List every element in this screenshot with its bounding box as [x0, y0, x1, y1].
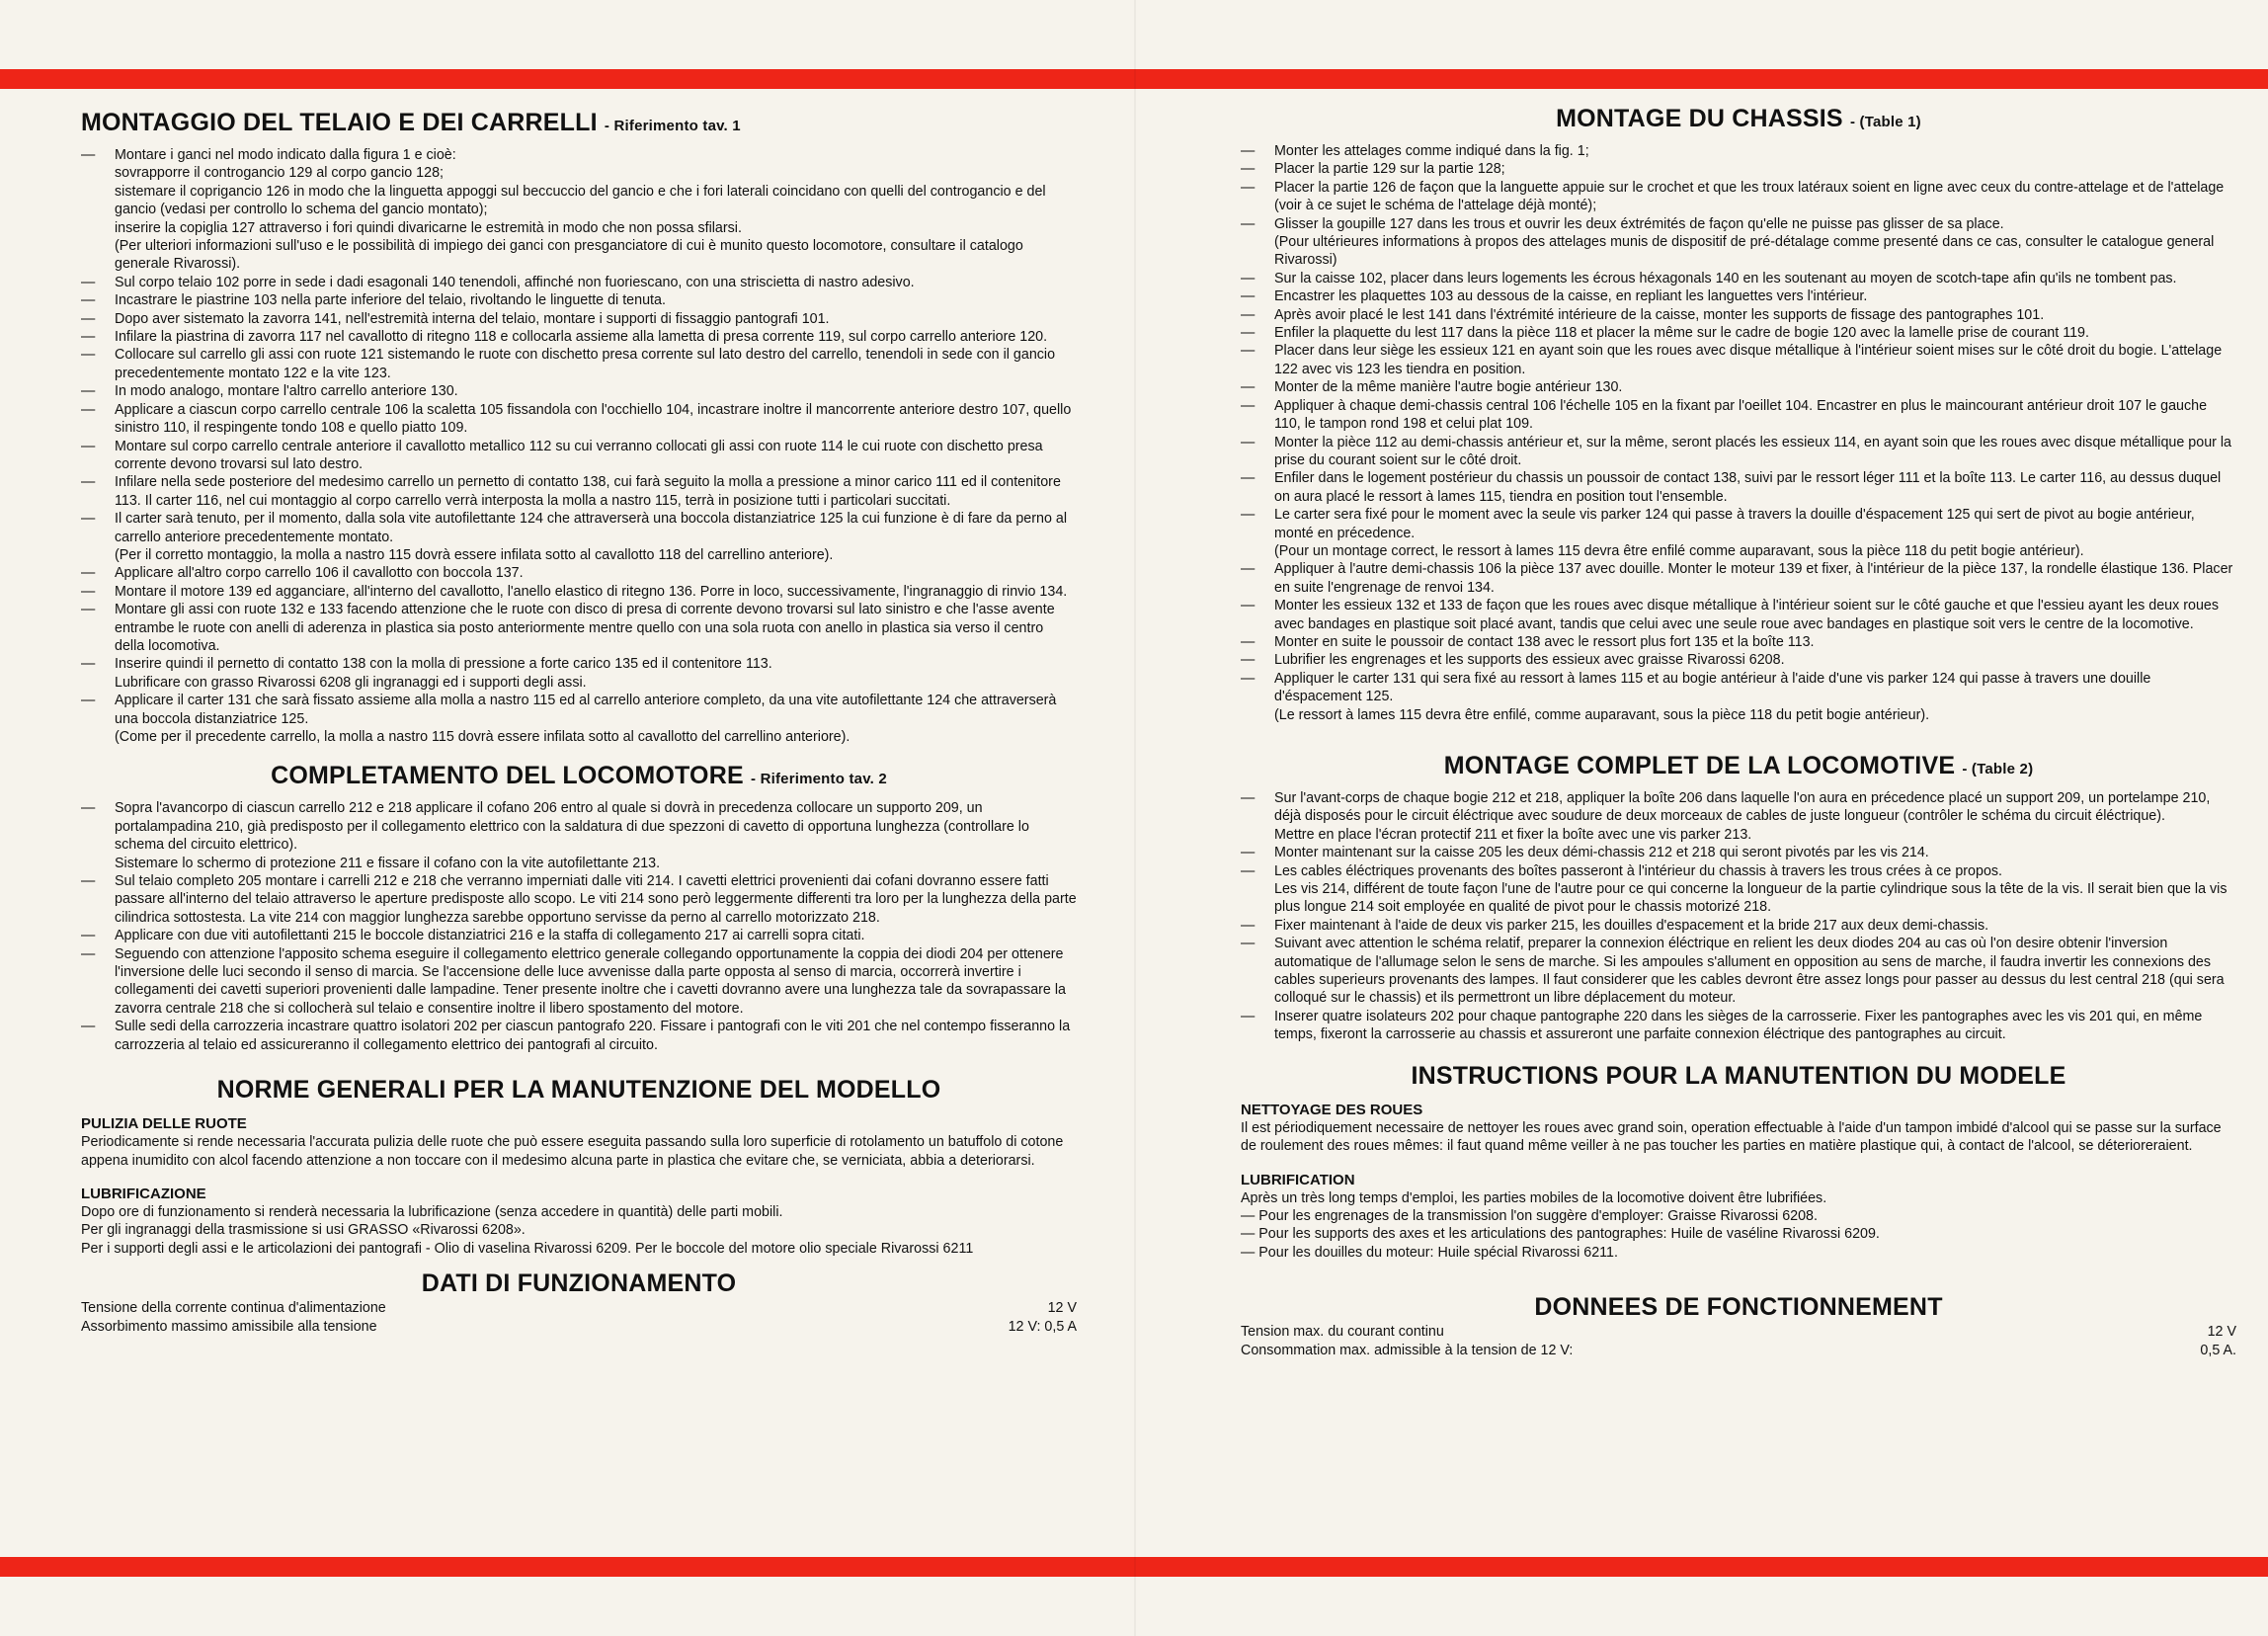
section-title-dati: DATI DI FUNZIONAMENTO [421, 1269, 737, 1298]
list-item: — Lubrifier les engrenages et les supports des essieux avec graisse Rivarossi 6208. [1241, 651, 2236, 669]
list-item: — In modo analogo, montare l'altro carrello anteriore 130. [81, 382, 1077, 400]
list-item: — Infilare la piastrina di zavorra 117 nel cavallotto di ritegno 118 e collocarla assieme alla lametta di presa corrente 119, sul corpo carrello anteriore 120. [81, 328, 1077, 346]
list-item: — Le carter sera fixé pour le moment avec la seule vis parker 124 qui passe à travers la douille d'éspacement 125 qui sert de pivot au bogie antérieur, monté en précedence. (Pour un montage correct, le ressort à lames 115 devra être enfilé comme auparavant, sous la pièce 118 du petit bogie antérieur). [1241, 506, 2236, 560]
chassis-steps-list [1241, 142, 2236, 724]
list-item: — Enfiler la plaquette du lest 117 dans la pièce 118 et placer la même sur le cadre de bogie 120 avec la lamelle prise de courant 119. [1241, 324, 2236, 342]
spec-labels-fr: Tension max. du courant continu Consommation max. admissible à la tension de 12 V: [1241, 1324, 1574, 1358]
list-item: — Montare gli assi con ruote 132 e 133 facendo attenzione che le ruote con disco di presa di corrente devono trovarsi sul lato sinistro e che l'asse avente entrambe le ruote con anelli di aderenza in plastica sia posto anteriormente mentre quello con una sola ruota con anello in plastica sia verso il centro della locomotiva. [81, 601, 1077, 655]
paragraph-lubrificazione: Dopo ore di funzionamento si renderà necessaria la lubrificazione (senza accedere in quantità) delle parti mobili. Per gli ingranaggi della trasmissione si usi GRASSO «Rivarossi 6208». Per i supporti degli assi e le articolazioni dei pantografi - Olio di vaselina Rivarossi 6209. Per le boccole del motore olio speciale Rivarossi 6211 [81, 1203, 974, 1257]
subheading-pulizia: PULIZIA DELLE RUOTE [81, 1115, 247, 1133]
page-fold [1134, 0, 1136, 1636]
section-title-completamento: COMPLETAMENTO DEL LOCOMOTORE - Riferimento tav. 2 [271, 762, 887, 790]
list-item: — Infilare nella sede posteriore del medesimo carrello un pernetto di contatto 138, cui farà seguito la molla a pressione a minor carico 111 ed il contenitore 113. Il carter 116, nel cui montaggio al corpo carrello verrà interposta la molla a nastro 115, terrà in posizione tutti i particolari succitati. [81, 473, 1077, 510]
list-item: — Monter la pièce 112 au demi-chassis antérieur et, sur la même, seront placés les essieux 114, en ayant soin que les roues avec disque métallique pour la prise du courant soient sur le côté droit. [1241, 434, 2236, 470]
section-title-manutention: INSTRUCTIONS POUR LA MANUTENTION DU MODELE [1411, 1061, 2066, 1090]
list-item: — Applicare all'altro corpo carrello 106 il cavallotto con boccola 137. [81, 564, 1077, 582]
subheading-nettoyage: NETTOYAGE DES ROUES [1241, 1101, 1423, 1118]
paragraph-lubrification: Après un très long temps d'emploi, les parties mobiles de la locomotive doivent être lubrifiées. — Pour les engrenages de la transmission l'on suggère d'employer: Graisse Rivarossi 6208. — Pour les supports des axes et les articulations des pantographes: Huile de vaséline Rivarossi 6209. — Pour les douilles du moteur: Huile spécial Rivarossi 6211. [1241, 1189, 1880, 1261]
section-title-manutenzione: NORME GENERALI PER LA MANUTENZIONE DEL MODELLO [216, 1076, 941, 1104]
list-item: — Fixer maintenant à l'aide de deux vis parker 215, les douilles d'espacement et la bride 217 aux deux demi-chassis. [1241, 917, 2236, 935]
list-item: — Montare il motore 139 ed agganciare, all'interno del cavallotto, l'anello elastico di ritegno 136. Porre in loco, successivamente, l'ingranaggio di rinvio 134. [81, 583, 1077, 601]
list-item: — Encastrer les plaquettes 103 au dessous de la caisse, en repliant les languettes vers l'intérieur. [1241, 287, 2236, 305]
section-title-chassis: MONTAGE DU CHASSIS - (Table 1) [1556, 105, 1921, 132]
list-item: — Sulle sedi della carrozzeria incastrare quattro isolatori 202 per ciascun pantografo 220. Fissare i pantografi con le viti 201 che nel contempo fisseranno la carrozzeria al telaio ed assicureranno il collegamento elettrico dei pantografi al circuito. [81, 1018, 1077, 1054]
telaio-steps-list [81, 146, 1077, 746]
list-item: — Les cables éléctriques provenants des boîtes passeront à l'intérieur du chassis à travers les trous crées à ce propos. Les vis 214, différent de toute façon l'une de l'autre pour ce qui concerne la longueur de la partie cylindrique sous la tête de la vis. Il serait bien que la vis plus longue 214 soit employée en qualité de pivot pour le chassis motorizé 218. [1241, 862, 2236, 917]
list-item: — Sopra l'avancorpo di ciascun carrello 212 e 218 applicare il cofano 206 entro al quale si dovrà in precedenza collocare un supporto 209, un portalampadina 210, già predisposto per il collegamento elettrico con la saldatura di due spezzoni di cavetto di opportuna lunghezza (controllare lo schema del circuito elettrico). Sistemare lo schermo di protezione 211 e fissare il cofano con la vite autofilettante 213. [81, 799, 1077, 872]
section-title-telaio: MONTAGGIO DEL TELAIO E DEI CARRELLI - Riferimento tav. 1 [81, 109, 741, 136]
spec-labels-it: Tensione della corrente continua d'alimentazione Assorbimento massimo amissibile alla tensione [81, 1300, 386, 1335]
list-item: — Applicare con due viti autofilettanti 215 le boccole distanziatrici 216 e la staffa di collegamento 217 ai carrelli sopra citati. [81, 927, 1077, 944]
list-item: — Sur l'avant-corps de chaque bogie 212 et 218, appliquer la boîte 206 dans laquelle l'on aura en précedence placé un support 209, un portelampe 210, déjà disposés pour le circuit éléctrique avec soudure de deux morceaux de cables de juste longueur (contrôler le schéma du circuit éléctrique). Mettre en place l'écran protectif 211 et fixer la boîte avec une vis parker 213. [1241, 789, 2236, 844]
list-item: — Placer la partie 126 de façon que la languette appuie sur le crochet et que les troux latéraux soient en ligne avec ceux du contre-attelage et de l'attelage (voir à ce sujet le schéma de l'attelage déjà monté); [1241, 179, 2236, 215]
list-item: — Appliquer à l'autre demi-chassis 106 la pièce 137 avec douille. Monter le moteur 139 et fixer, à l'intérieur de la pièce 137, la rondelle élastique 136. Placer en suite l'engrenage de renvoi 134. [1241, 560, 2236, 597]
list-item: — Monter en suite le poussoir de contact 138 avec le ressort plus fort 135 et la boîte 113. [1241, 633, 2236, 651]
spec-table-it [81, 1299, 1077, 1336]
list-item: — Sul telaio completo 205 montare i carrelli 212 e 218 che verranno imperniati dalle viti 214. I cavetti elettrici provenienti dai cofani dovranno essere fatti passare all'interno del telaio attraverso le aperture predisposte allo scopo. Le viti 214 sono però leggermente differenti tra loro per la lunghezza della parte cilindrica sottostesta. La vite 214 con maggior lunghezza sarebbe opportuno servisse da perno al carrello motorizzato 218. [81, 872, 1077, 927]
list-item: — Monter les attelages comme indiqué dans la fig. 1; [1241, 142, 2236, 160]
section-title-donnees: DONNEES DE FONCTIONNEMENT [1534, 1293, 1943, 1322]
list-item: — Inserer quatre isolateurs 202 pour chaque pantographe 220 dans les sièges de la carrosserie. Fixer les pantographes avec les vis 201 qui, en même temps, fixeront la carrosserie au chassis et assureront une parfaite connexion éléctrique des pantographes au circuit. [1241, 1008, 2236, 1044]
montage-complet-steps-list [1241, 789, 2236, 1044]
list-item: — Glisser la goupille 127 dans les trous et ouvrir les deux éxtrémités de façon qu'elle ne puisse pas glisser de sa place. (Pour ultérieures informations à propos des attelages munis de dispositif de pré-détalage comme presenté dans ce cas, consulter le catalogue general Rivarossi) [1241, 215, 2236, 270]
subheading-lubrificazione: LUBRIFICAZIONE [81, 1185, 206, 1202]
list-item: — Incastrare le piastrine 103 nella parte inferiore del telaio, rivoltando le linguette di tenuta. [81, 291, 1077, 309]
paragraph-pulizia: Periodicamente si rende necessaria l'accurata pulizia delle ruote che può essere eseguita passando sulla loro superficie di rotolamento un batuffolo di cotone appena inumidito con alcol facendo attenzione a non toccare con il medesimo alcuna parte in plastica che evitare che, se verniciata, abbia a deteriorarsi. [81, 1134, 1064, 1169]
list-item: — Suivant avec attention le schéma relatif, preparer la connexion éléctrique en relient les deux diodes 204 au cas où l'on desire obtenir l'inversion automatique de l'allumage selon le sens de marche. Si les ampoules s'allument en opposition au sens de marche, il faudra invertir les connexions des cables superieurs provenants des lampes. Il faut considerer que les cables devront être assez longs pour passer au dessus du lest central 218 (qui sera colloqué sur le chassis) et ils permettront un libre déplacement du moteur. [1241, 935, 2236, 1008]
section-title-montage-complet: MONTAGE COMPLET DE LA LOCOMOTIVE - (Table 2) [1443, 752, 2034, 779]
list-item: — Monter les essieux 132 et 133 de façon que les roues avec disque métallique à l'intérieur soient sur le côté gauche et que l'essieu ayant les deux roues avec bandages en plastique soit placé avant, tandis que celui avec une seule roue avec bandages en plastique soit vers le centre de la locomotive. [1241, 597, 2236, 633]
spec-table-fr [1241, 1323, 2236, 1359]
list-item: — Placer dans leur siège les essieux 121 en ayant soin que les roues avec disque métallique à l'intérieur soient mises sur le côté droit du bogie. L'attelage 122 avec vis 123 les tiendra en position. [1241, 342, 2236, 378]
list-item: — Enfiler dans le logement postérieur du chassis un poussoir de contact 138, suivi par le ressort léger 111 et la boîte 113. Le carter 116, au dessus duquel on aura placé le ressort à lames 115, tiendra en position tout l'ensemble. [1241, 469, 2236, 506]
list-item: — Seguendo con attenzione l'apposito schema eseguire il collegamento elettrico generale collegando opportunamente la coppia dei diodi 204 per ottenere l'inversione delle luci secondo il senso di marcia. Se l'accensione delle luce avvenisse dalla parte opposta al senso di marcia, occorrerà invertire i collegamenti dei cavetti superiori provenienti dalle lampadine. Tener presente inoltre che i cavetti dovranno avere una lunghezza tale da sovrapassare la zavorra centrale 218 che si collocherà sul telaio e consentire inoltre il libero spostamento del motore. [81, 945, 1077, 1019]
completamento-steps-list [81, 799, 1077, 1054]
paragraph-nettoyage: Il est périodiquement necessaire de nettoyer les roues avec grand soin, operation effectuable à l'aide d'un tampon imbidé d'alcool qui se passe sur la surface de roulement des roues mêmes: il faut quand même veiller à ne pas toucher les parties en matière plastique qui, à contact de l'alcool, se déterioreraient. [1241, 1119, 2222, 1155]
list-item: — Applicare a ciascun corpo carrello centrale 106 la scaletta 105 fissandola con l'occhiello 104, incastrare inoltre il mancorrente anteriore destro 107, quello sinistro 110, il respingente tondo 108 e quello piatto 109. [81, 401, 1077, 438]
italian-column [81, 107, 1077, 1336]
french-column [1241, 103, 2236, 1359]
list-item: — Monter de la même manière l'autre bogie antérieur 130. [1241, 378, 2236, 396]
list-item: — Dopo aver sistemato la zavorra 141, nell'estremità interna del telaio, montare i supporti di fissaggio pantografi 101. [81, 310, 1077, 328]
list-item: — Applicare il carter 131 che sarà fissato assieme alla molla a nastro 115 ed al carrello anteriore completo, da una vite autofilettante 124 che attraverserà una boccola distanziatrice 125. (Come per il precedente carrello, la molla a nastro 115 dovrà essere infilata sotto al cavallotto del carrellino anteriore). [81, 692, 1077, 746]
spec-values-fr: 12 V 0,5 A. [2200, 1324, 2236, 1358]
list-item: — Il carter sarà tenuto, per il momento, dalla sola vite autofilettante 124 che attraverserà una boccola distanziatrice 125 la cui funzione è di fare da perno al carrello anteriore precedentemente montato. (Per il corretto montaggio, la molla a nastro 115 dovrà essere infilata sotto al cavallotto 118 del carrellino anteriore). [81, 510, 1077, 564]
list-item: — Sur la caisse 102, placer dans leurs logements les écrous héxagonals 140 en les soutenant au moyen de scotch-tape afin qu'ils ne tombent pas. [1241, 270, 2236, 287]
list-item: — Montare i ganci nel modo indicato dalla figura 1 e cioè: sovrapporre il controgancio 129 al corpo gancio 128; sistemare il coprigancio 126 in modo che la linguetta appoggi sul beccuccio del gancio e che i fori laterali coincidano con quelli del controgancio e del gancio (vedasi per controllo lo schema del gancio montato); inserire la copiglia 127 attraverso i fori quindi divaricarne le estremità in modo che non possa sfilarsi. (Per ulteriori informazioni sull'uso e le possibilità di impiego dei ganci con presganciatore di cui è munito questo locomotore, consultare il catalogo generale Rivarossi). [81, 146, 1077, 274]
list-item: — Après avoir placé le lest 141 dans l'éxtrémité intérieure de la caisse, monter les supports de fissage des pantographes 101. [1241, 306, 2236, 324]
list-item: — Placer la partie 129 sur la partie 128; [1241, 160, 2236, 178]
list-item: — Montare sul corpo carrello centrale anteriore il cavallotto metallico 112 su cui verranno collocati gli assi con ruote 114 le cui ruote con dischetto presa corrente devono trovarsi sul lato destro. [81, 438, 1077, 474]
list-item: — Inserire quindi il pernetto di contatto 138 con la molla di pressione a forte carico 135 ed il contenitore 113. Lubrificare con grasso Rivarossi 6208 gli ingranaggi ed i supporti degli assi. [81, 655, 1077, 692]
list-item: — Sul corpo telaio 102 porre in sede i dadi esagonali 140 tenendoli, affinché non fuoriescano, con una striscietta di nastro adesivo. [81, 274, 1077, 291]
subheading-lubrification: LUBRIFICATION [1241, 1171, 1355, 1188]
list-item: — Appliquer à chaque demi-chassis central 106 l'échelle 105 en la fixant par l'oeillet 104. Encastrer en plus le maincourant antérieur droit 107 le gauche 110, le tampon rond 198 et celui plat 109. [1241, 397, 2236, 434]
spec-values-it: 12 V 12 V: 0,5 A [1008, 1300, 1077, 1335]
list-item: — Monter maintenant sur la caisse 205 les deux démi-chassis 212 et 218 qui seront pivotés par les vis 214. [1241, 844, 2236, 861]
list-item: — Appliquer le carter 131 qui sera fixé au ressort à lames 115 et au bogie antérieur à l'aide d'une vis parker 124 qui passe à travers une douille d'éspacement 125. (Le ressort à lames 115 devra être enfilé, comme auparavant, sous la pièce 118 du petit bogie antérieur). [1241, 670, 2236, 724]
list-item: — Collocare sul carrello gli assi con ruote 121 sistemando le ruote con dischetto presa corrente sul lato destro del carrello, tenendoli in sede con il gancio precedentemente montato 122 e la vite 123. [81, 346, 1077, 382]
